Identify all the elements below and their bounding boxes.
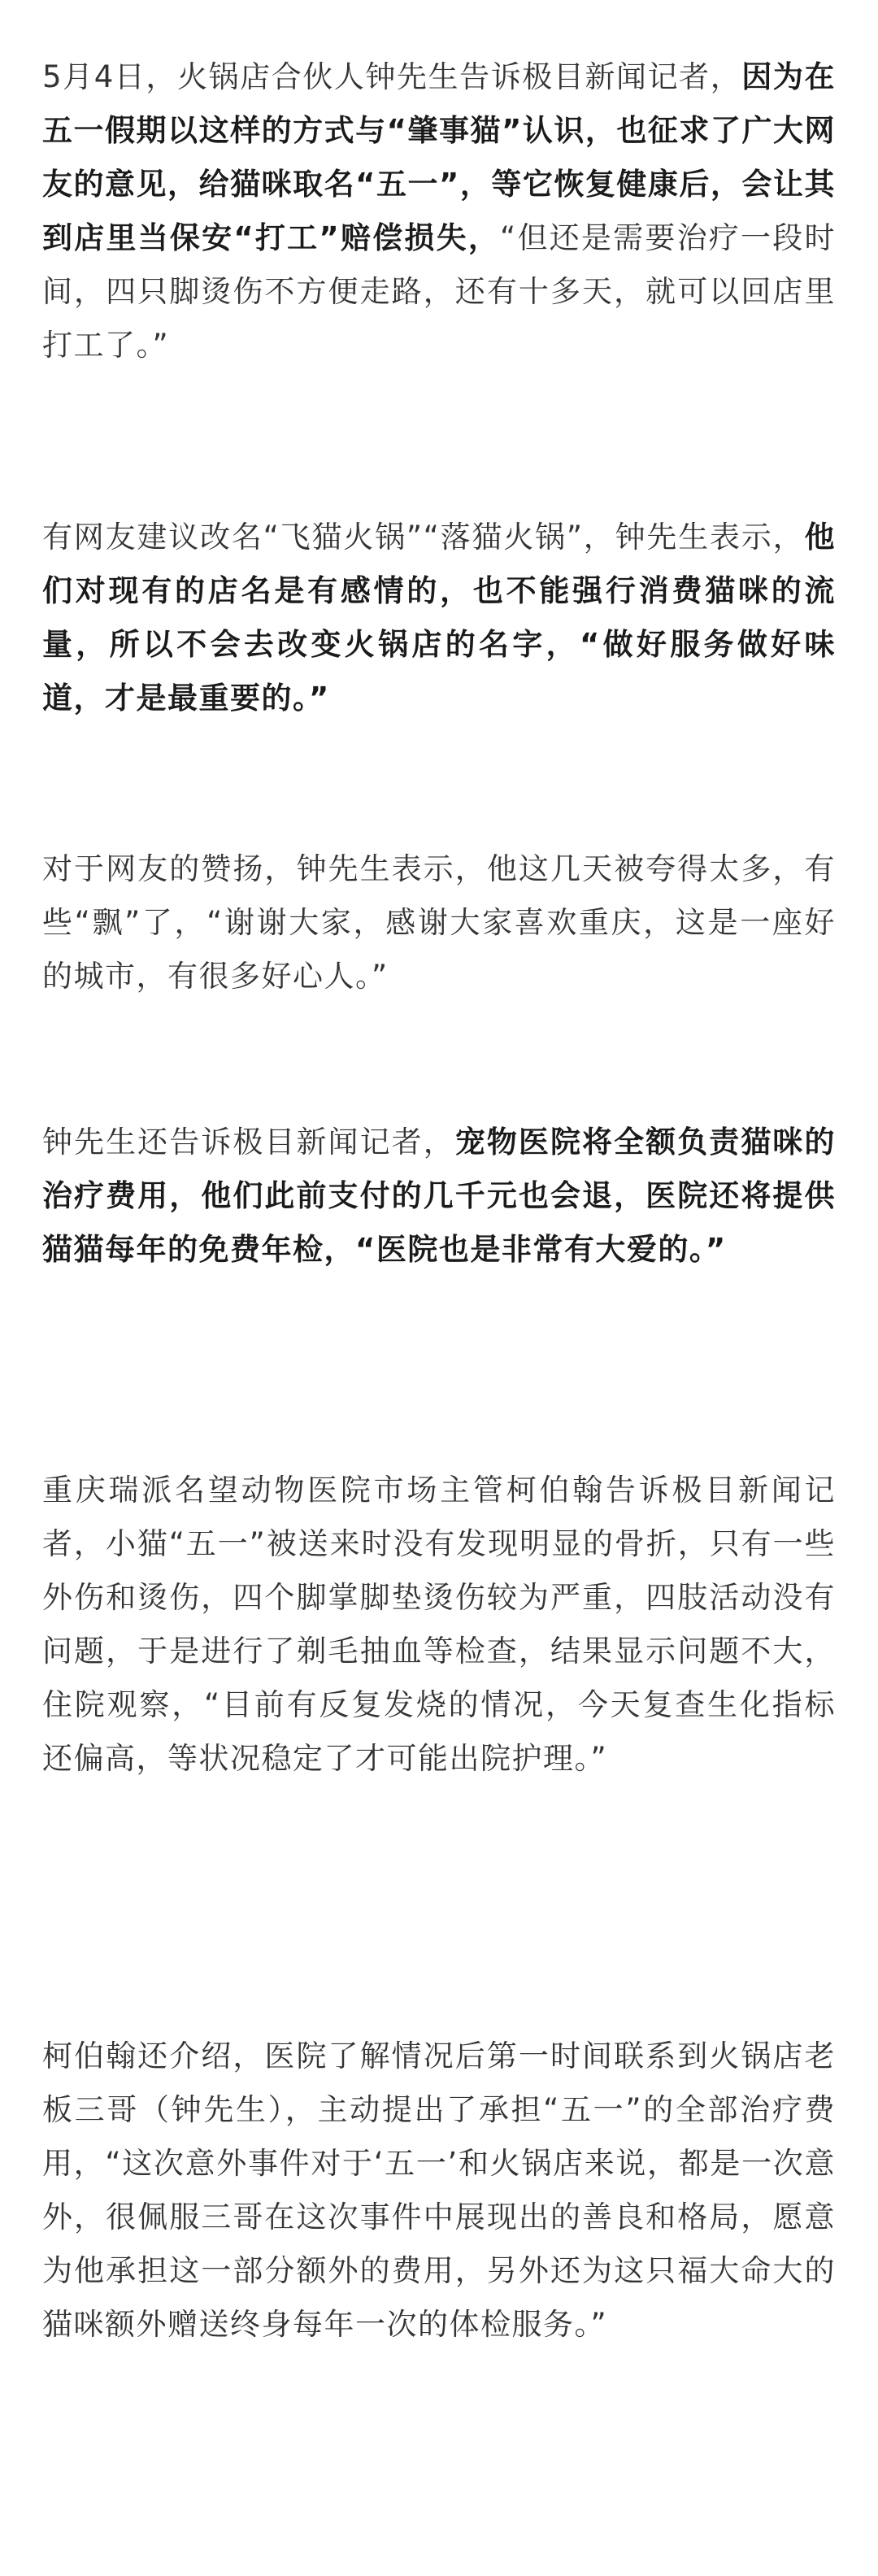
paragraph-4-bold: 宠物医院将全额负责猫咪的治疗费用，他们此前支付的几千元也会退，医院还将提供猫猫每年的免费年检，“医院也是非常有大爱的。”	[42, 1125, 836, 1267]
paragraph-1-bold: 因为在五一假期以这样的方式与“肇事猫”认识，也征求了广大网友的意见，给猫咪取名“五一”，等它恢复健康后，会让其到店里当保安“打工”赔偿损失，	[42, 59, 836, 255]
paragraph-2-bold: 他们对现有的店名是有感情的，也不能强行消费猫咪的流量，所以不会去改变火锅店的名字，“做好服务做好味道，才是最重要的。”	[42, 520, 836, 716]
paragraph-4	[42, 1116, 836, 1277]
paragraph-3	[42, 842, 836, 1003]
paragraph-3-text: 对于网友的赞扬，钟先生表示，他这几天被夸得太多，有些“飘”了，“谢谢大家，感谢大家喜欢重庆，这是一座好的城市，有很多好心人。”	[42, 851, 836, 994]
paragraph-6-text: 柯伯翰还介绍，医院了解情况后第一时间联系到火锅店老板三哥（钟先生），主动提出了承担“五一”的全部治疗费用，“这次意外事件对于‘五一’和火锅店来说，都是一次意外，很佩服三哥在这次事件中展现出的善良和格局，愿意为他承担这一部分额外的费用，另外还为这只福大命大的猫咪额外赠送终身每年一次的体检服务。”	[42, 2039, 836, 2342]
paragraph-1	[42, 50, 836, 372]
paragraph-2	[42, 511, 836, 725]
paragraph-1-quote: “但还是需要治疗一段时间，四只脚烫伤不方便走路，还有十多天，就可以回店里打工了。”	[42, 220, 836, 363]
paragraph-4-intro: 钟先生还告诉极目新闻记者，	[42, 1125, 455, 1160]
paragraph-6	[42, 2030, 836, 2352]
paragraph-5	[42, 1464, 836, 1786]
paragraph-1-intro: 5月4日，火锅店合伙人钟先生告诉极目新闻记者，	[42, 59, 742, 94]
paragraph-2-intro: 有网友建议改名“飞猫火锅”“落猫火锅”，钟先生表示，	[42, 520, 805, 555]
paragraph-5-text: 重庆瑞派名望动物医院市场主管柯伯翰告诉极目新闻记者，小猫“五一”被送来时没有发现明显的骨折，只有一些外伤和烫伤，四个脚掌脚垫烫伤较为严重，四肢活动没有问题，于是进行了剃毛抽血等检查，结果显示问题不大，住院观察，“目前有反复发烧的情况，今天复查生化指标还偏高，等状况稳定了才可能出院护理。”	[42, 1473, 836, 1776]
